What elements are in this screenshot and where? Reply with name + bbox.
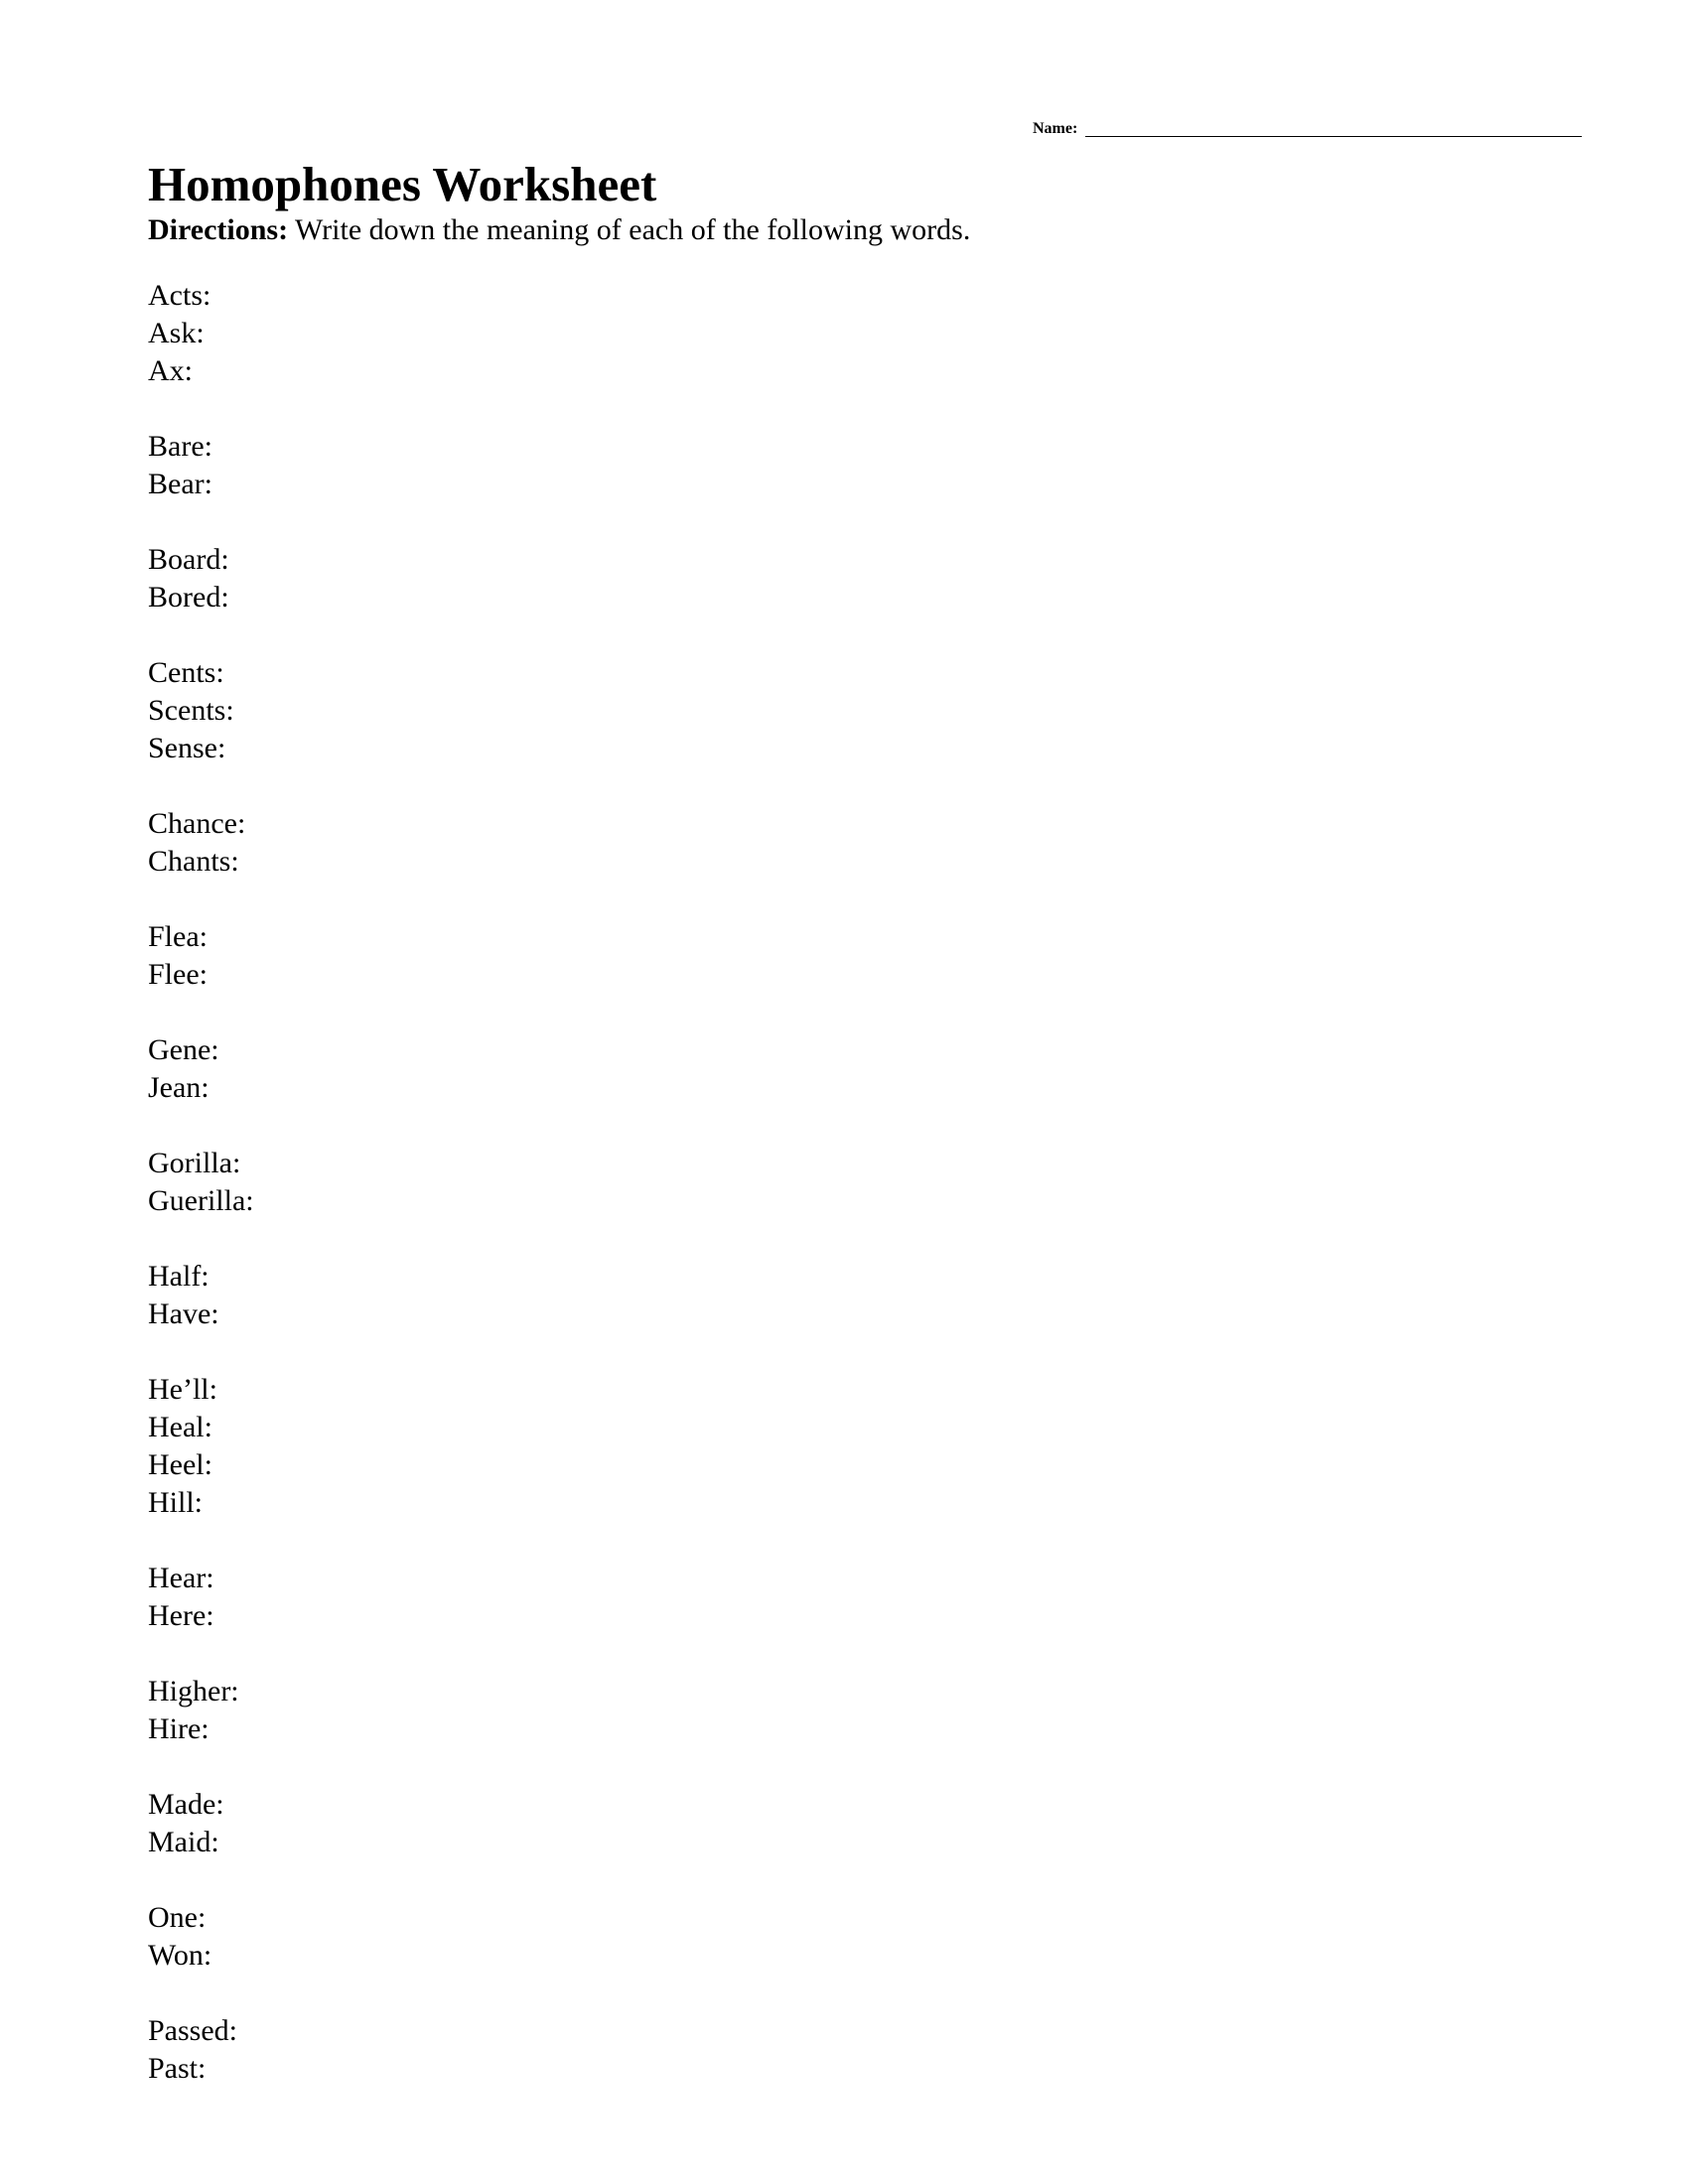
word-item: Hire: [148,1712,210,1745]
word-group [148,277,254,390]
word-item: Chance: [148,807,246,840]
page-title: Homophones Worksheet [148,157,657,211]
word-group [148,1258,254,1333]
word-item: Heel: [148,1448,212,1481]
word-group [148,918,254,994]
word-item: Higher: [148,1675,239,1707]
word-item: Ask: [148,317,205,349]
word-item: Jean: [148,1071,210,1104]
word-item: Scents: [148,694,234,727]
word-item: Ax: [148,354,193,387]
word-item: Here: [148,1599,214,1632]
word-group [148,1899,254,1975]
word-item: Past: [148,2052,207,2085]
word-group [148,1031,254,1107]
word-item: Bare: [148,430,212,463]
word-group [148,654,254,767]
name-blank-line [1085,136,1582,137]
word-item: Gorilla: [148,1147,241,1179]
word-item: Hill: [148,1486,204,1519]
word-item: Cents: [148,656,224,689]
name-label: Name: [1033,120,1078,137]
word-group [148,1786,254,1861]
word-item: Passed: [148,2014,237,2047]
word-item: Hear: [148,1562,214,1594]
word-item: Half: [148,1260,210,1293]
word-item: He’ll: [148,1373,217,1406]
word-item: Acts: [148,279,211,312]
word-item: Heal: [148,1411,212,1443]
word-item: One: [148,1901,207,1934]
word-item: Made: [148,1788,224,1821]
name-field-row [1033,119,1582,139]
word-item: Board: [148,543,229,576]
word-group [148,541,254,616]
word-item: Have: [148,1297,219,1330]
directions-text: Write down the meaning of each of the following words. [288,213,971,246]
directions-label: Directions: [148,213,289,246]
word-groups [148,277,254,2125]
word-item: Flee: [148,958,208,991]
word-item: Guerilla: [148,1184,254,1217]
word-item: Chants: [148,845,239,878]
word-item: Gene: [148,1033,219,1066]
word-item: Flea: [148,920,208,953]
word-group [148,1371,254,1522]
word-group [148,2012,254,2088]
word-item: Bear: [148,468,212,500]
word-group [148,805,254,881]
directions [148,212,970,248]
word-group [148,1560,254,1635]
word-item: Won: [148,1939,212,1972]
word-item: Sense: [148,732,226,764]
word-item: Bored: [148,581,229,614]
word-item: Maid: [148,1826,219,1858]
word-group [148,428,254,503]
word-group [148,1673,254,1748]
word-group [148,1145,254,1220]
